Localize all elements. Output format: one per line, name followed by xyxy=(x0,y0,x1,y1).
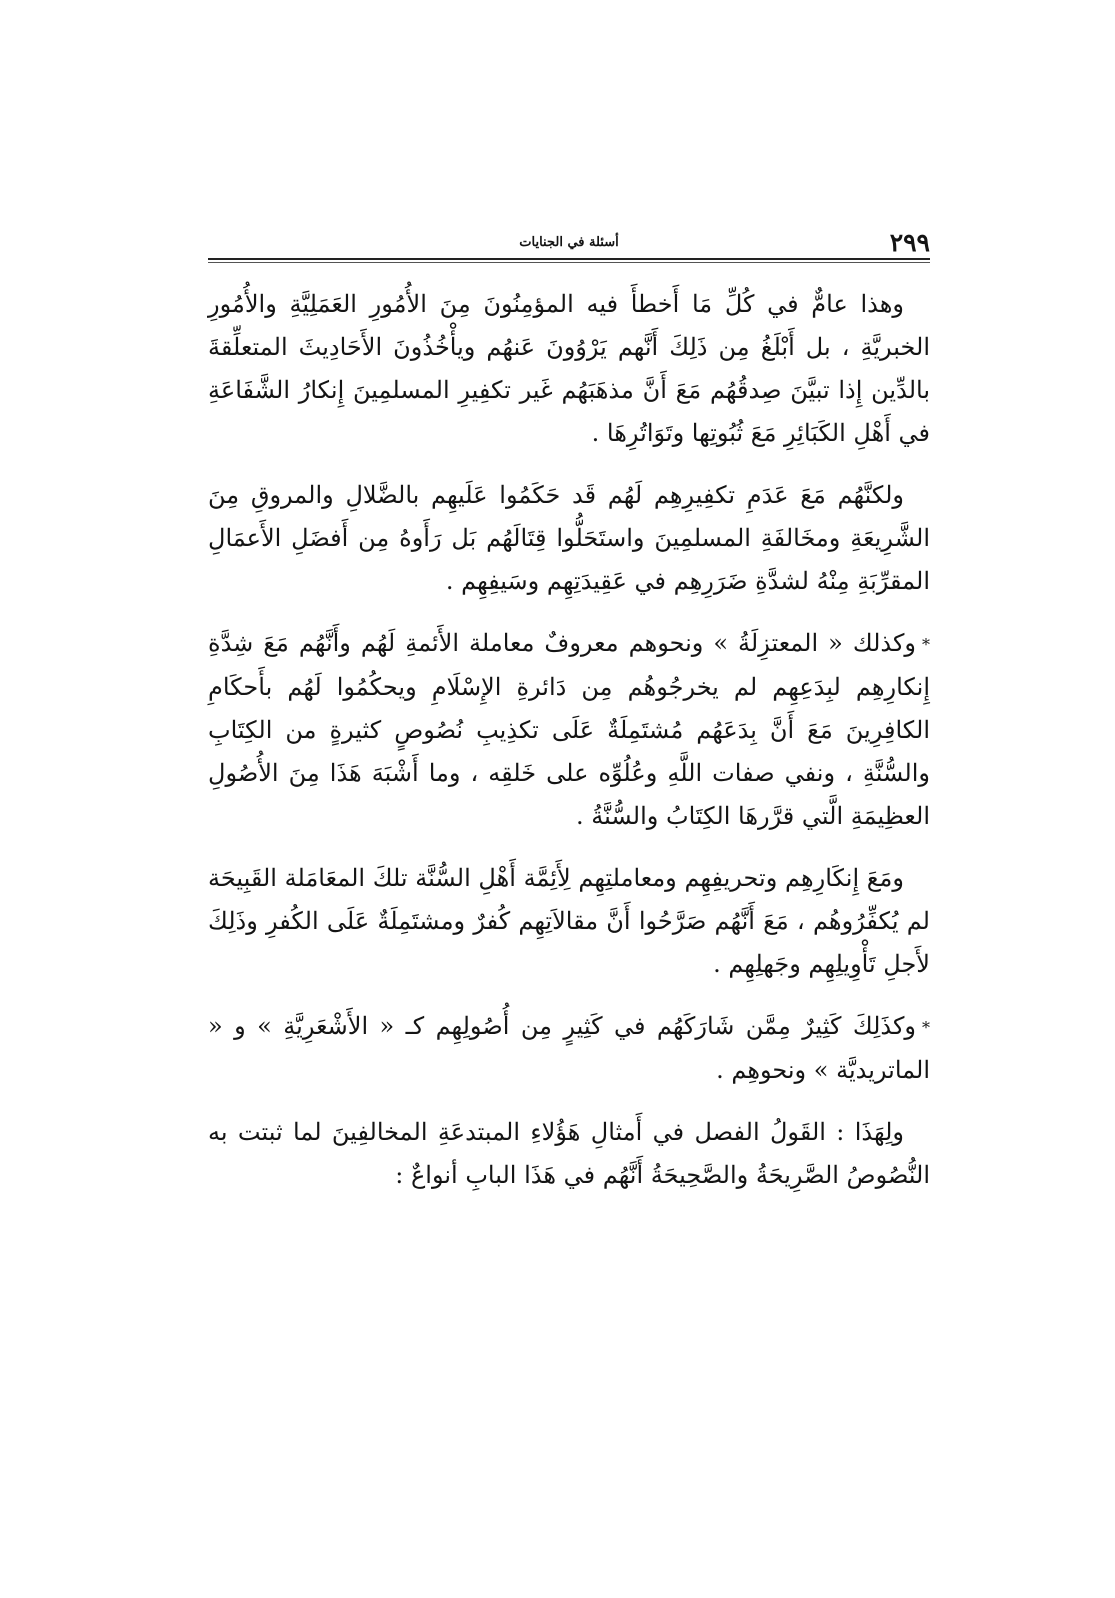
header-rule xyxy=(208,258,930,260)
body-text xyxy=(208,283,930,1197)
paragraph-3 xyxy=(208,622,930,838)
paragraph-1: وهذا عامٌّ في كُلِّ مَا أَخطأَ فيه المؤمِنُونَ مِنَ الأُمُورِ العَمَلِيَّةِ والأُمُورِ الخبريَّةِ ، بل أَبْلَغُ مِن ذَلِكَ أَنَّهم يَرْوُونَ عَنهُم ويأْخُذُونَ الأَحَادِيثَ المتعلِّقةَ بالدِّين إِذا تبيَّنَ صِدقُهُم مَعَ أَنَّ مذهَبَهُم غَير تكفِيرِ المسلمِينَ إِنكارُ الشَّفَاعَةِ في أَهْلِ الكَبَائِرِ مَعَ ثُبُوتِها وتَوَاتُرِهَا . xyxy=(208,290,930,447)
page-header xyxy=(208,228,930,262)
paragraph-4: ومَعَ إِنكَارِهِم وتحريفِهِم ومعاملتِهِم لِأَئِمَّة أَهْلِ السُّنَّة تلكَ المعَامَلة القَبِيحَة لم يُكفِّرُوهُم ، مَعَ أَنَّهُم صَرَّحُوا أَنَّ مقالاَتِهِم كُفرٌ ومشتَمِلَةٌ عَلَى الكُفرِ وذَلِكَ لأَجلِ تَأْوِيلِهِم وجَهلِهِم . xyxy=(208,864,930,978)
paragraph-2: ولكنَّهُم مَعَ عَدَمِ تكفِيرِهِم لَهُم قَد حَكَمُوا عَلَيهِم بالضَّلالِ والمروقِ مِنَ الشَّرِيعَةِ ومخَالفَةِ المسلمِينَ واستَحَلُّوا قِتَالَهُم بَل رَأَوهُ مِن أَفضَلِ الأَعمَالِ المقرِّبَةِ مِنْهُ لشدَّةِ ضَرَرِهِم في عَقِيدَتِهِم وسَيفِهِم . xyxy=(208,481,930,595)
paragraph-6: ولِهَذَا : القَولُ الفصل في أَمثالِ هَؤُلاءِ المبتدعَةِ المخالفِينَ لما ثبتت به النُّصُوصُ الصَّرِيحَةُ والصَّحِيحَةُ أَنَّهُم في هَذَا البابِ أنواعٌ : xyxy=(208,1118,930,1189)
paragraph-5-text: وكذَلِكَ كَثِيرٌ مِمَّن شَارَكَهُم في كَثِيرٍ مِن أُصُولِهِم كـ « الأَشْعَرِيَّةِ » و « الماتريديَّة » ونحوهِم . xyxy=(208,1012,930,1084)
running-title: أسئلة في الجنايات xyxy=(519,235,619,250)
bullet-star: * xyxy=(922,1018,930,1037)
header-rule-thin xyxy=(208,262,930,263)
paragraph-5 xyxy=(208,1005,930,1092)
paragraph-3-text: وكذلك « المعتزِلَةُ » ونحوهم معروفٌ معاملة الأَئمةِ لَهُم وأَنَّهُم مَعَ شِدَّةِ إِنكارِهِم لبِدَعِهِم لم يخرجُوهُم مِن دَائرةِ الإِسْلَامِ ويحكُمُوا لَهُم بأَحكَامِ الكافِرِينَ مَعَ أَنَّ بِدَعَهُم مُشتَمِلَةٌ عَلَى تكذِيبِ نُصُوصٍ كثيرةٍ من الكِتَابِ والسُّنَّةِ ، ونفي صفات اللَّهِ وعُلُوِّه على خَلقِه ، وما أَشْبَهَ هَذَا مِنَ الأُصُولِ العظِيمَةِ الَّتي قرَّرهَا الكِتَابُ والسُّنَّةُ . xyxy=(208,629,931,830)
bullet-star: * xyxy=(922,635,930,654)
page-number: ٢٩٩ xyxy=(889,228,930,257)
